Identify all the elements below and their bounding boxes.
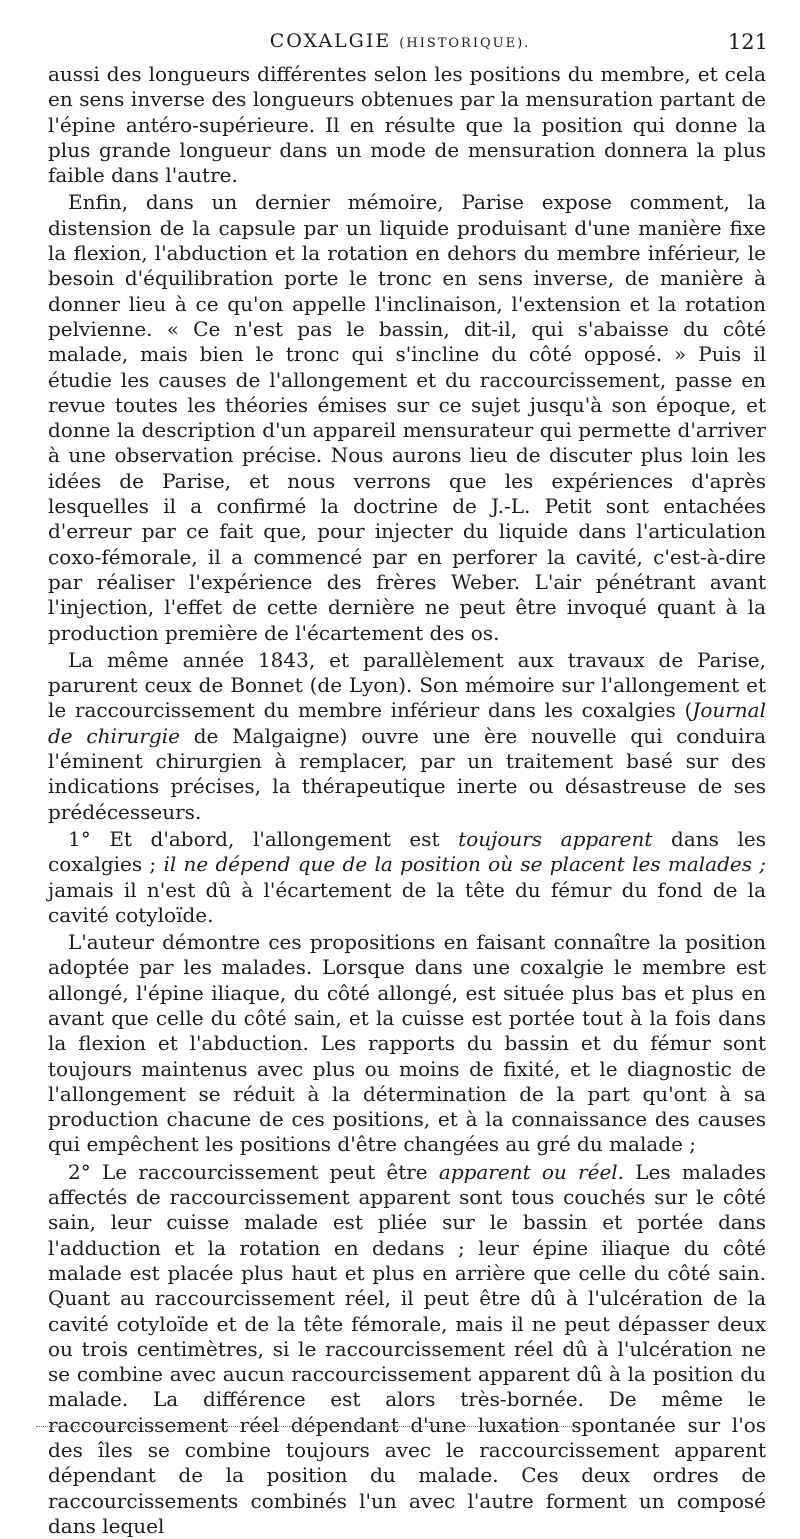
running-title [0, 30, 800, 52]
text-run: La même année 1843, et parallèlement aux travaux de Parise, parurent ceux de Bonnet (de Lyon). Son mémoire sur l'allongement et le raccourcissement du membre inférieur dans les coxalgies ( [48, 647, 766, 723]
paragraph [48, 930, 766, 1158]
footer-rule [36, 1426, 576, 1427]
italic-text: il ne dépend que de la position où se placent les malades ; [163, 852, 767, 877]
italic-text: toujours apparent [458, 826, 653, 851]
paragraph [48, 827, 766, 928]
paragraph [48, 62, 766, 188]
text-run: Les malades affectés de raccourcissement apparent sont tous couchés sur le côté sain, leur cuisse malade est pliée sur le bassin et portée dans l'adduction et la rotation en dedans ; leur épine iliaque du côté malade est placée plus haut et plus en arrière que celle du côté sain. Quant au raccourcissement réel, il peut être dû à l'ulcération de la cavité cotyloïde et de la tête fémorale, mais il ne peut dépasser deux ou trois centimètres, si le raccourcissement réel dû à l'ulcération ne se combine avec aucun raccourcissement apparent dû à la position du malade. La différence est alors très-bornée. De même le raccourcissement réel dépendant d'une luxation spontanée sur l'os des îles se combine toujours avec le raccourcissement apparent dépendant de la position du malade. Ces deux ordres de raccourcissements combinés l'un avec l'autre forment un composé dans lequel [48, 1159, 766, 1538]
text-run: aussi des longueurs différentes selon les positions du membre, et cela en sens inverse des longueurs obtenues par la mensuration partant de l'épine antéro-supérieure. Il en résulte que la position qui donne la plus grande longueur dans un mode de mensuration donnera la plus faible dans l'autre. [48, 62, 766, 188]
page-header [0, 30, 800, 58]
running-title-main: COXALGIE [269, 30, 392, 52]
page-number: 121 [727, 30, 768, 54]
text-run: dans les coxalgies ; [48, 826, 766, 877]
text-run: de Malgaigne) ouvre une ère nouvelle qui conduira l'éminent chirurgien à remplacer, par un traitement basé sur des indications précises, la thérapeutique inerte ou désastreuse de ses prédécesseurs. [48, 723, 766, 824]
text-run: 2° Le raccourcissement peut être [68, 1159, 439, 1184]
running-title-sub: (HISTORIQUE). [399, 36, 531, 51]
body-text [48, 62, 766, 1539]
italic-text: apparent ou réel. [438, 1159, 625, 1184]
text-run: 1° Et d'abord, l'allongement est [68, 826, 459, 851]
paragraph [48, 648, 766, 825]
italic-text: Journal de chirurgie [48, 698, 766, 748]
text-run: L'auteur démontre ces propositions en faisant connaître la position adoptée par les malades. Lorsque dans une coxalgie le membre est allongé, l'épine iliaque, du côté allongé, est située plus bas et plus en avant que celle du côté sain, et la cuisse est portée tout à la fois dans la flexion et l'abduction. Les rapports du bassin et du fémur sont toujours maintenus avec plus ou moins de fixité, et le diagnostic de l'allongement se réduit à la détermination de la part qu'ont à sa production chacune de ces positions, et à la connaissance des causes qui empêchent les positions d'être changées au gré du malade ; [48, 930, 766, 1157]
paragraph [48, 190, 766, 645]
paragraph [48, 1160, 766, 1539]
text-run: Enfin, dans un dernier mémoire, Parise expose comment, la distension de la capsule par un liquide produisant d'une manière fixe la flexion, l'abduction et la rotation en dehors du membre inférieur, le besoin d'équilibration porte le tronc en sens inverse, de manière à donner lieu à ce qu'on appelle l'inclinaison, l'extension et la rotation pelvienne. « Ce n'est pas le bassin, dit-il, qui s'abaisse du côté malade, mais bien le tronc qui s'incline du côté opposé. » Puis il étudie les causes de l'allongement et du raccourcissement, passe en revue toutes les théories émises sur ce sujet jusqu'à son époque, et donne la description d'un appareil mensurateur qui permette d'arriver à une observation précise. Nous aurons lieu de discuter plus loin les idées de Parise, et nous verrons que les expériences d'après lesquelles il a confirmé la doctrine de J.-L. Petit sont entachées d'erreur par ce fait que, pour injecter du liquide dans l'articulation coxo-fémorale, il a commencé par en perforer la cavité, c'est-à-dire par réaliser l'expérience des frères Weber. L'air pénétrant avant l'injection, l'effet de cette dernière ne peut être invoqué quant à la production première de l'écartement des os. [48, 190, 766, 645]
text-run: jamais il n'est dû à l'écartement de la tête du fémur du fond de la cavité cotyloïde. [48, 877, 766, 927]
